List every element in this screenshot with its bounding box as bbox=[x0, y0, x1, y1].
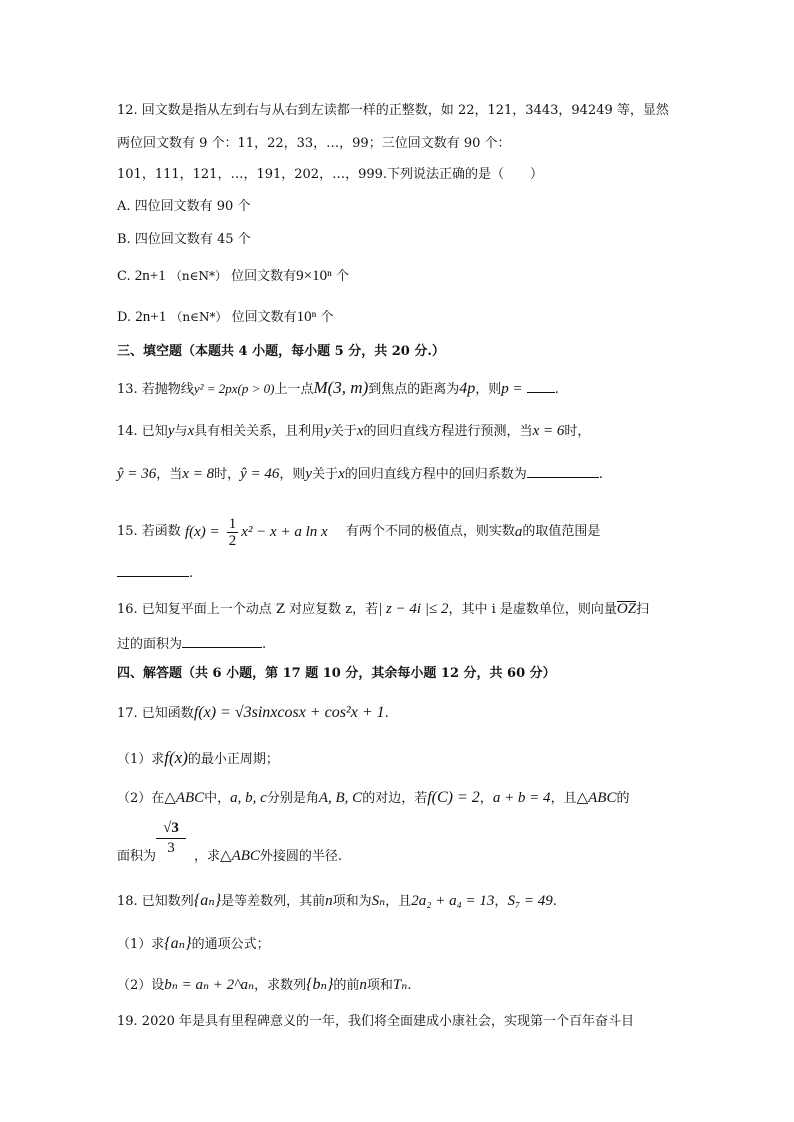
q13-dist: 4p bbox=[459, 380, 476, 397]
q14-var-x3: x bbox=[338, 466, 345, 482]
q17-fc: f(C) = 2 bbox=[427, 789, 480, 806]
q14-line2 bbox=[117, 463, 694, 485]
q17-sum: a + b = 4 bbox=[492, 790, 551, 806]
q15-frac-den: 2 bbox=[228, 532, 237, 549]
q13 bbox=[117, 378, 694, 400]
q18-seq: {aₙ} bbox=[193, 892, 222, 909]
q16-l1: 16. 已知复平面上一个动点 Z 对应复数 z，若 bbox=[117, 602, 379, 617]
q18-tn: Tₙ bbox=[392, 977, 408, 993]
q17-l3-b: ，求 bbox=[194, 849, 221, 864]
q17-area-den: 3 bbox=[167, 840, 175, 856]
q14-b: 具有相关关系，且利用 bbox=[194, 424, 325, 439]
q17-p2-a: 中， bbox=[204, 791, 231, 806]
q12-option-d-expr: 2n+1 bbox=[135, 309, 167, 325]
q18-c: ，且 bbox=[385, 894, 412, 909]
q18-pre: 18. 已知数列 bbox=[117, 894, 194, 909]
q14-l2-d: 关于 bbox=[312, 467, 339, 482]
q13-pre: 13. 若抛物线 bbox=[117, 382, 194, 397]
q17-l3-c: 外接圆的半径. bbox=[259, 849, 343, 864]
q14-l2-e: 的回归直线方程中的回归系数为 bbox=[344, 467, 527, 482]
q15-line1 bbox=[117, 514, 694, 551]
q14-l1-end: 时， bbox=[564, 424, 591, 439]
q17-tri: △ABC bbox=[164, 790, 205, 806]
q17-p2-pre: （2）在 bbox=[117, 791, 165, 806]
q14-l2-a: ，当 bbox=[156, 467, 183, 482]
q17-p2-e: ，且 bbox=[550, 791, 577, 806]
q12-option-c bbox=[117, 266, 694, 287]
q17-p1-f: f(x) bbox=[164, 748, 188, 767]
q15-pre: 15. 若函数 bbox=[117, 524, 181, 539]
q17-tri3: △ABC bbox=[220, 848, 260, 864]
q12-option-d-cond: （n∈N*） bbox=[170, 310, 228, 324]
q12-option-c-unit: 个 bbox=[335, 269, 349, 284]
q13-mid: 上一点 bbox=[274, 382, 314, 397]
q13-ask: p = bbox=[501, 381, 523, 397]
q14-c: 关于 bbox=[330, 424, 357, 439]
q18-d: ， bbox=[494, 894, 508, 909]
q17-stem bbox=[117, 703, 694, 724]
q18-part1 bbox=[117, 934, 694, 955]
q17-end: . bbox=[384, 706, 389, 721]
q18-part2 bbox=[117, 975, 694, 996]
q12-option-c-val: 9×10ⁿ bbox=[296, 268, 332, 284]
q17-p2-b: 分别是角 bbox=[266, 791, 319, 806]
q17-p2-d: ， bbox=[479, 791, 493, 806]
q14-var-y: y bbox=[167, 423, 175, 439]
q18-stem bbox=[117, 891, 694, 912]
q17-p2-c: 的对边，若 bbox=[362, 791, 428, 806]
q13-point: M(3, m) bbox=[313, 378, 369, 397]
q12-option-d-val: 10ⁿ bbox=[296, 309, 317, 325]
q17-part2 bbox=[117, 788, 694, 809]
q18-sn: Sₙ bbox=[371, 893, 386, 909]
q18-p1-pre: （1）求 bbox=[117, 937, 165, 952]
section-3-heading: 三、填空题（本题共 4 小题，每小题 5 分，共 20 分.） bbox=[117, 344, 445, 359]
q12-line3: 101，111，121，…，191，202，…，999.下列说法正确的是（ ） bbox=[117, 167, 544, 182]
q16-end: . bbox=[262, 637, 267, 652]
q14-cond1: x = 6 bbox=[532, 423, 565, 439]
q14-line1 bbox=[117, 421, 694, 442]
q18-p1-post: 的通项公式； bbox=[191, 937, 270, 952]
q12-option-a: A. 四位回文数有 90 个 bbox=[117, 199, 251, 214]
q12-option-c-expr: 2n+1 bbox=[134, 268, 166, 284]
q15-frac-num: 1 bbox=[228, 515, 237, 532]
q18-end: . bbox=[552, 894, 557, 909]
q14-d: 的回归直线方程进行预测，当 bbox=[363, 424, 533, 439]
section-4-heading: 四、解答题（共 6 小题，第 17 题 10 分，其余每小题 12 分，共 60 分） bbox=[117, 666, 556, 681]
q15-a: a bbox=[514, 524, 523, 540]
q19-line1: 19. 2020 年是具有里程碑意义的一年，我们将全面建成小康社会，实现第一个百年奋斗目 bbox=[117, 1014, 635, 1029]
q18-p2-b: 的前 bbox=[333, 978, 360, 993]
q18-b: 项和为 bbox=[332, 894, 372, 909]
q12-line2: 两位回文数有 9 个：11，22，33，…，99；三位回文数有 90 个： bbox=[117, 136, 511, 151]
q12-line1: 12. 回文数是指从左到右与从右到左读都一样的正整数，如 22，121，3443，94249 等，显然 bbox=[117, 103, 669, 118]
q14-var-x: x bbox=[187, 423, 195, 439]
q12-option-c-prefix: C. bbox=[117, 269, 131, 284]
q18-n: n bbox=[325, 893, 333, 909]
q12-option-d-prefix: D. bbox=[117, 310, 132, 325]
q14-cond2: x = 8 bbox=[182, 466, 215, 482]
q15-line2 bbox=[117, 562, 694, 584]
q14-var-y2: y bbox=[324, 423, 331, 439]
q18-a: 是等差数列，其前 bbox=[221, 894, 326, 909]
q18-cond1: 2a₂ + a₄ = 13 bbox=[411, 893, 495, 909]
q14-l2-b: 时， bbox=[214, 467, 241, 482]
q18-p2-c: 项和 bbox=[366, 978, 393, 993]
q13-mid2: 到焦点的距离为 bbox=[368, 382, 460, 397]
q15-rest: x² − x + a ln x bbox=[241, 524, 328, 540]
q16-vector: OZ bbox=[616, 601, 637, 617]
q16-l1c: 扫 bbox=[636, 602, 650, 617]
q12-option-d-text: 位回文数有 bbox=[231, 310, 297, 325]
q15-answer-blank bbox=[117, 562, 189, 577]
q13-answer-blank bbox=[527, 378, 555, 393]
q14-answer-blank bbox=[527, 463, 599, 478]
q13-mid3: ，则 bbox=[475, 382, 502, 397]
q12-option-c-text: 位回文数有 bbox=[231, 269, 297, 284]
q18-p2-end: . bbox=[407, 978, 412, 993]
q16-line2 bbox=[117, 633, 694, 655]
q14-end: . bbox=[598, 467, 603, 482]
q16-line1 bbox=[117, 599, 694, 620]
q17-line3 bbox=[117, 846, 694, 867]
q12-option-d bbox=[117, 307, 694, 328]
q14-a: 与 bbox=[174, 424, 188, 439]
q17-l3-a: 面积为 bbox=[117, 849, 157, 864]
q17-abc: a, b, c bbox=[230, 790, 267, 806]
q13-curve: y² = 2px(p > 0) bbox=[193, 381, 275, 396]
q17-part1 bbox=[117, 748, 694, 770]
q17-func: f(x) = √3sinxcosx + cos²x + 1 bbox=[193, 704, 385, 721]
q12-option-c-cond: （n∈N*） bbox=[169, 269, 227, 283]
q18-p2-n: n bbox=[359, 977, 367, 993]
q14-yhat1: ŷ = 36 bbox=[117, 466, 157, 482]
q18-p1-seq: {aₙ} bbox=[164, 935, 192, 952]
q14-var-x2: x bbox=[356, 423, 364, 439]
q16-l1b: ，其中 i 是虚数单位，则向量 bbox=[448, 602, 617, 617]
q14-yhat2: ŷ = 46 bbox=[240, 466, 280, 482]
q16-cond: | z − 4i |≤ 2 bbox=[378, 601, 449, 617]
q17-p2-f: 的 bbox=[616, 791, 630, 806]
q15-post2: 的取值范围是 bbox=[522, 524, 601, 539]
q18-cond2: S₇ = 49 bbox=[507, 893, 553, 909]
q18-bseq: {bₙ} bbox=[306, 976, 334, 993]
q12-option-b: B. 四位回文数有 45 个 bbox=[117, 232, 251, 247]
q17-p1-post: 的最小正周期； bbox=[187, 752, 279, 767]
q14-var-y3: y bbox=[305, 466, 313, 482]
q15-fx: f(x) = bbox=[184, 524, 220, 540]
q15-post: 有两个不同的极值点，则实数 bbox=[345, 524, 515, 539]
q17-tri2: △ABC bbox=[576, 790, 617, 806]
q15-fraction bbox=[227, 516, 239, 549]
q13-end: . bbox=[554, 382, 559, 397]
q16-answer-blank bbox=[182, 633, 262, 648]
q17-pre: 17. 已知函数 bbox=[117, 706, 194, 721]
q12-option-d-unit: 个 bbox=[320, 310, 334, 325]
q18-bn: bₙ = aₙ + 2^aₙ bbox=[164, 977, 255, 993]
q17-ABC: A, B, C bbox=[318, 790, 363, 806]
q17-p1-pre: （1）求 bbox=[117, 752, 165, 767]
q16-l2: 过的面积为 bbox=[117, 637, 183, 652]
q14-pre: 14. 已知 bbox=[117, 424, 168, 439]
q18-p2-a: ，求数列 bbox=[254, 978, 307, 993]
q14-l2-c: ，则 bbox=[279, 467, 306, 482]
q18-p2-pre: （2）设 bbox=[117, 978, 165, 993]
q17-area-num: √3 bbox=[163, 820, 179, 836]
q15-end: . bbox=[189, 566, 194, 581]
